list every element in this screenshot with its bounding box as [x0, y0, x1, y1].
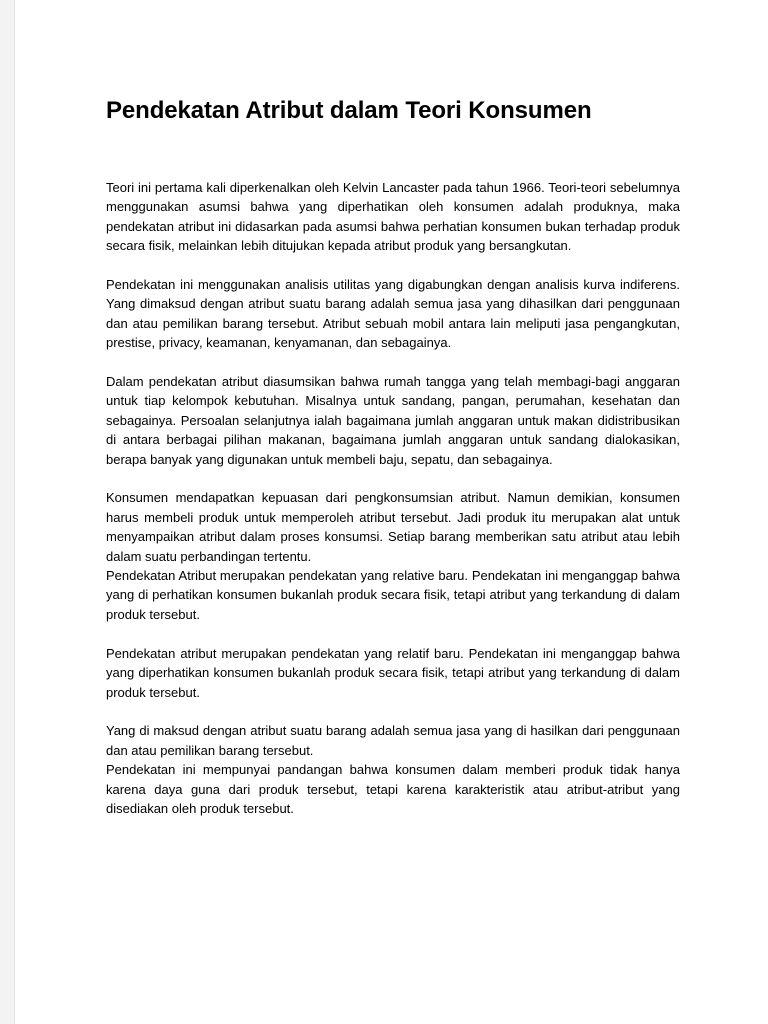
paragraph-4: Konsumen mendapatkan kepuasan dari pengkonsumsian atribut. Namun demikian, konsumen harus membeli produk untuk memperoleh atribut tersebut. Jadi produk itu merupakan alat untuk menyampaikan atribut dalam proses konsumsi. Setiap barang memberikan satu atribut atau lebih dalam suatu perbandingan tertentu.	[106, 490, 680, 564]
paragraph-7: Yang di maksud dengan atribut suatu barang adalah semua jasa yang di hasilkan dari penggunaan dan atau pemilikan barang tersebut.	[106, 723, 680, 758]
document-content	[106, 88, 680, 818]
paragraph-6: Pendekatan atribut merupakan pendekatan yang relatif baru. Pendekatan ini menganggap bahwa yang diperhatikan konsumen bukanlah produk secara fisik, tetapi atribut yang terkandung di dalam produk tersebut.	[106, 645, 680, 700]
paragraph-3: Dalam pendekatan atribut diasumsikan bahwa rumah tangga yang telah membagi-bagi anggaran untuk tiap kelompok kebutuhan. Misalnya untuk sandang, pangan, perumahan, kesehatan dan sebagainya. Persoalan selanjutnya ialah bagaimana jumlah anggaran untuk makan didistribusikan di antara berbagai pilihan makanan, bagaimana jumlah anggaran untuk sandang dialokasikan, berapa banyak yang digunakan untuk membeli baju, sepatu, dan sebagainya.	[106, 374, 680, 467]
document-page	[14, 0, 768, 1024]
paragraph-8: Pendekatan ini mempunyai pandangan bahwa konsumen dalam memberi produk tidak hanya karena daya guna dari produk tersebut, tetapi karena karakteristik atau atribut-atribut yang disediakan oleh produk tersebut.	[106, 762, 680, 816]
document-title: Pendekatan Atribut dalam Teori Konsumen	[106, 97, 592, 124]
document-body	[106, 178, 680, 818]
paragraph-5: Pendekatan Atribut merupakan pendekatan yang relative baru. Pendekatan ini menganggap bahwa yang di perhatikan konsumen bukanlah produk secara fisik, tetapi atribut yang terkandung di dalam produk tersebut.	[106, 568, 680, 622]
paragraph-1: Teori ini pertama kali diperkenalkan oleh Kelvin Lancaster pada tahun 1966. Teori-teori sebelumnya menggunakan asumsi bahwa yang diperhatikan oleh konsumen adalah produknya, maka pendekatan atribut ini didasarkan pada asumsi bahwa perhatian konsumen bukan terhadap produk secara fisik, melainkan lebih ditujukan kepada atribut produk yang bersangkutan.	[106, 180, 680, 254]
paragraph-2: Pendekatan ini menggunakan analisis utilitas yang digabungkan dengan analisis kurva indiferens. Yang dimaksud dengan atribut suatu barang adalah semua jasa yang dihasilkan dari penggunaan dan atau pemilikan barang tersebut. Atribut sebuah mobil antara lain meliputi jasa pengangkutan, prestise, privacy, keamanan, kenyamanan, dan sebagainya.	[106, 277, 680, 351]
